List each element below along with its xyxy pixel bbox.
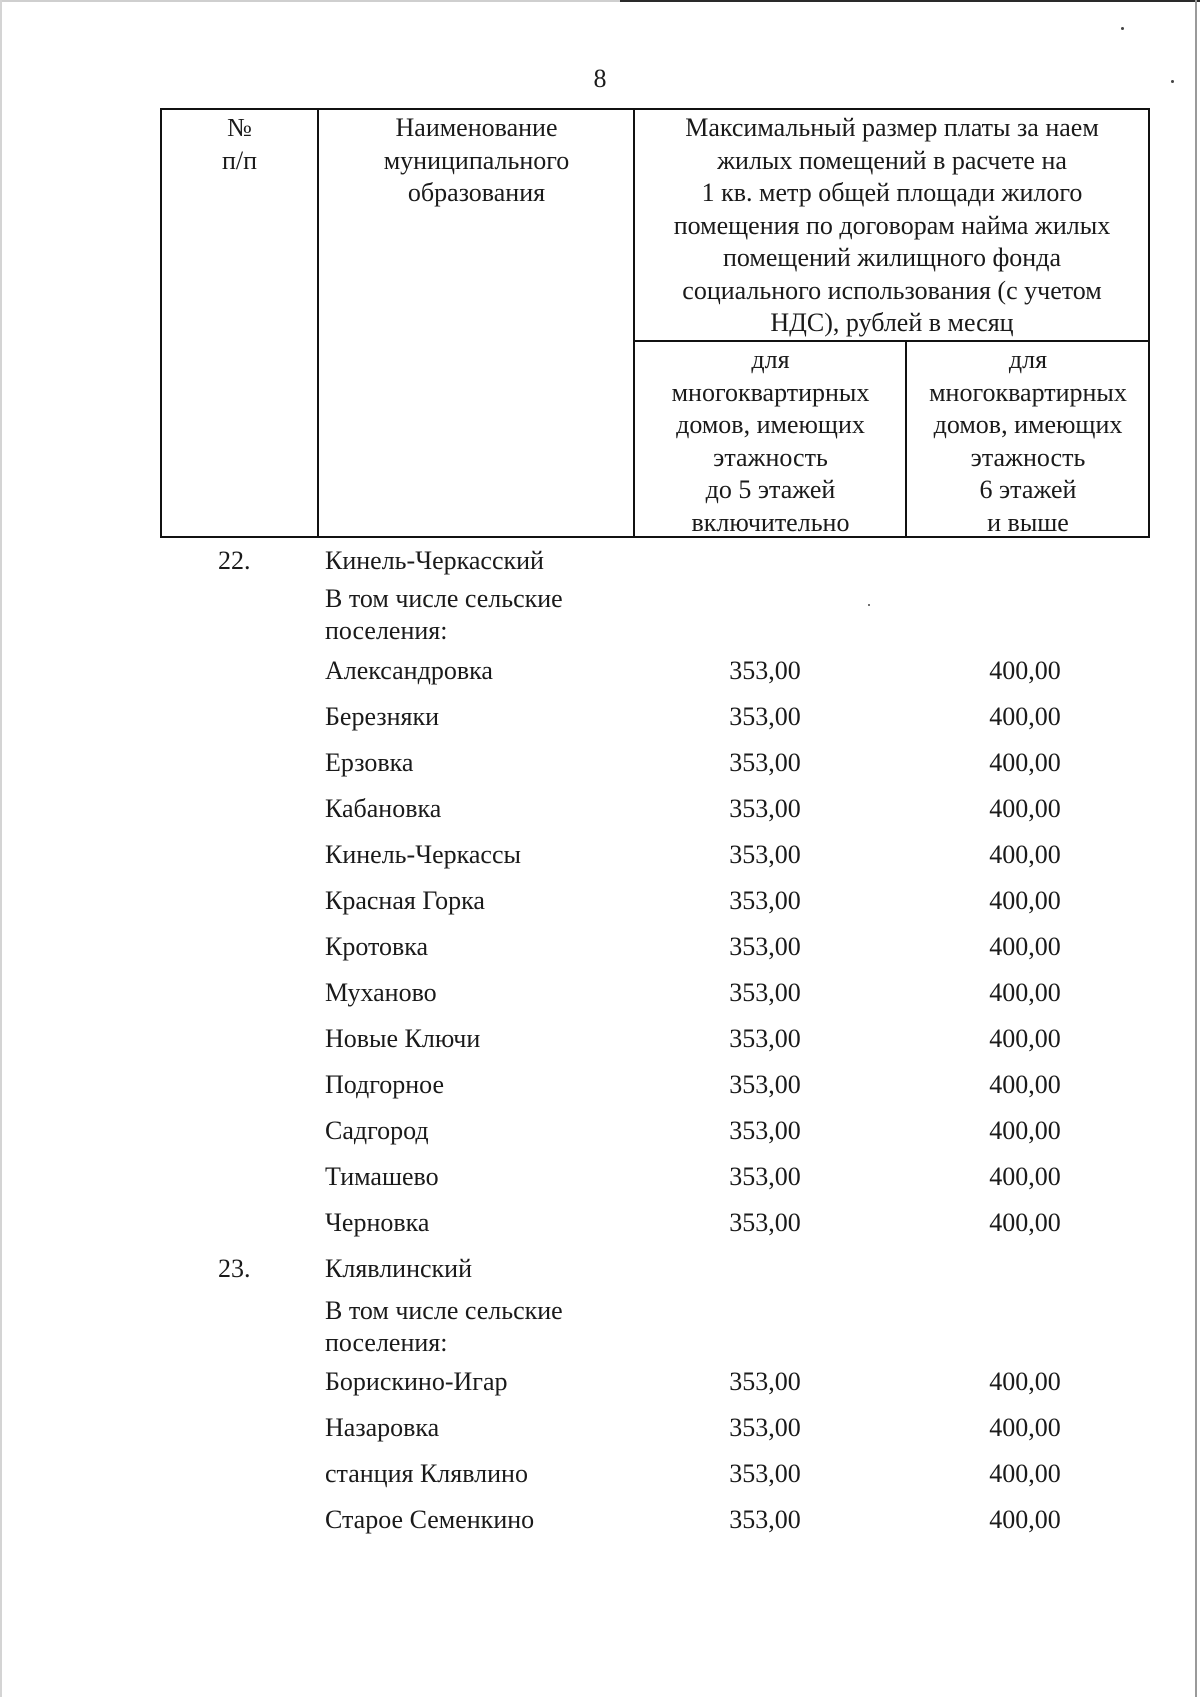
header-subcol-line: многоквартирных (929, 377, 1127, 407)
value-up-to-5: 353,00 (729, 656, 801, 685)
column-separator (633, 108, 635, 538)
value-up-to-5: 353,00 (729, 1413, 801, 1442)
value-up-to-5: 353,00 (729, 1208, 801, 1237)
header-subcol-line: этажность (970, 442, 1086, 472)
section-subtitle: В том числе сельские поселения: (325, 584, 563, 645)
header-number-abbrev: п/п (221, 145, 258, 175)
header-col-max-payment (636, 112, 1148, 340)
settlement-name: Садгород (325, 1116, 429, 1145)
scan-speck (868, 604, 870, 606)
settlement-name: Подгорное (325, 1070, 445, 1099)
value-6-and-above: 400,00 (989, 656, 1061, 685)
value-up-to-5: 353,00 (729, 932, 801, 961)
value-6-and-above: 400,00 (989, 840, 1061, 869)
header-subcol-6-and-above (908, 344, 1148, 539)
value-6-and-above: 400,00 (989, 1505, 1061, 1534)
header-number-symbol: № (227, 113, 252, 142)
header-subcol-line: домов, имеющих (676, 410, 865, 439)
subcolumn-separator (905, 340, 907, 538)
settlement-name: Березняки (325, 702, 440, 731)
value-up-to-5: 353,00 (729, 978, 801, 1007)
header-subcol-line: этажность (713, 442, 828, 472)
column-separator (317, 108, 319, 538)
value-up-to-5: 353,00 (729, 1367, 801, 1396)
value-up-to-5: 353,00 (729, 840, 801, 869)
section-number: 23. (218, 1254, 251, 1283)
value-6-and-above: 400,00 (989, 748, 1061, 777)
value-up-to-5: 353,00 (729, 702, 801, 731)
settlement-name: Кротовка (325, 932, 429, 961)
scan-speck (1121, 27, 1124, 30)
value-6-and-above: 400,00 (989, 932, 1061, 961)
value-up-to-5: 353,00 (729, 1505, 801, 1534)
settlement-name: Муханово (325, 978, 437, 1007)
header-payment-line: помещений жилищного фонда (723, 243, 1061, 272)
section-name: Клявлинский (325, 1254, 473, 1283)
settlement-name: Старое Семенкино (325, 1505, 535, 1534)
value-6-and-above: 400,00 (989, 794, 1061, 823)
value-up-to-5: 353,00 (729, 1116, 801, 1145)
header-col-number (162, 112, 317, 177)
value-6-and-above: 400,00 (989, 1208, 1061, 1237)
header-payment-line: НДС), рублей в месяц (770, 308, 1014, 337)
value-6-and-above: 400,00 (989, 1162, 1061, 1191)
header-payment-line: 1 кв. метр общей площади жилого (701, 178, 1083, 207)
value-up-to-5: 353,00 (729, 1024, 801, 1053)
table-border-right (1148, 108, 1150, 538)
value-6-and-above: 400,00 (989, 1024, 1061, 1053)
header-payment-line: социального использования (с учетом (682, 275, 1102, 305)
scan-edge-left (0, 0, 2, 1697)
scan-edge-top (0, 0, 1200, 2)
header-subcol-line: многоквартирных (671, 377, 870, 407)
settlement-name: Ерзовка (325, 748, 414, 777)
settlement-name: Новые Ключи (325, 1024, 481, 1053)
header-municipality-line: образования (407, 178, 546, 207)
settlement-name: Назаровка (325, 1413, 440, 1442)
header-payment-line: Максимальный размер платы за наем (685, 113, 1099, 142)
value-6-and-above: 400,00 (989, 1070, 1061, 1099)
header-subcol-up-to-5 (636, 344, 905, 539)
header-subcol-line: для (751, 345, 790, 374)
section-number: 22. (218, 546, 251, 575)
header-subcol-line: и выше (987, 507, 1069, 537)
header-municipality-line: муниципального (383, 145, 570, 175)
header-subcol-line: до 5 этажей (705, 475, 836, 504)
value-up-to-5: 353,00 (729, 748, 801, 777)
header-payment-line: жилых помещений в расчете на (717, 145, 1067, 175)
page-number: 8 (593, 64, 607, 93)
value-up-to-5: 353,00 (729, 1070, 801, 1099)
value-up-to-5: 353,00 (729, 1162, 801, 1191)
section-subtitle: В том числе сельские поселения: (325, 1296, 563, 1357)
settlement-name: Тимашево (325, 1162, 439, 1191)
settlement-name: Черновка (325, 1208, 430, 1237)
value-6-and-above: 400,00 (989, 1367, 1061, 1396)
value-6-and-above: 400,00 (989, 978, 1061, 1007)
value-up-to-5: 353,00 (729, 1459, 801, 1488)
settlement-name: Александровка (325, 656, 493, 685)
table-header (160, 108, 1150, 538)
header-subcol-line: включительно (691, 507, 850, 537)
value-6-and-above: 400,00 (989, 702, 1061, 731)
header-subcol-line: для (1008, 345, 1048, 374)
settlement-name: Кинель-Черкассы (325, 840, 521, 869)
header-col-municipality (320, 112, 633, 210)
header-payment-line: помещения по договорам найма жилых (673, 210, 1111, 240)
subheader-separator (633, 340, 1149, 342)
value-6-and-above: 400,00 (989, 1116, 1061, 1145)
settlement-name: Кабановка (325, 794, 442, 823)
scan-edge-right (1195, 0, 1197, 1697)
settlement-name: Красная Горка (325, 886, 485, 915)
value-up-to-5: 353,00 (729, 794, 801, 823)
section-name: Кинель-Черкасский (325, 546, 544, 575)
settlement-name: станция Клявлино (325, 1459, 528, 1488)
table-border-top (160, 108, 1150, 110)
header-subcol-line: 6 этажей (979, 475, 1077, 504)
value-6-and-above: 400,00 (989, 1459, 1061, 1488)
value-6-and-above: 400,00 (989, 1413, 1061, 1442)
settlement-name: Борискино-Игар (325, 1367, 508, 1396)
value-6-and-above: 400,00 (989, 886, 1061, 915)
header-subcol-line: домов, имеющих (933, 410, 1123, 439)
header-municipality-line: Наименование (395, 113, 558, 142)
value-up-to-5: 353,00 (729, 886, 801, 915)
